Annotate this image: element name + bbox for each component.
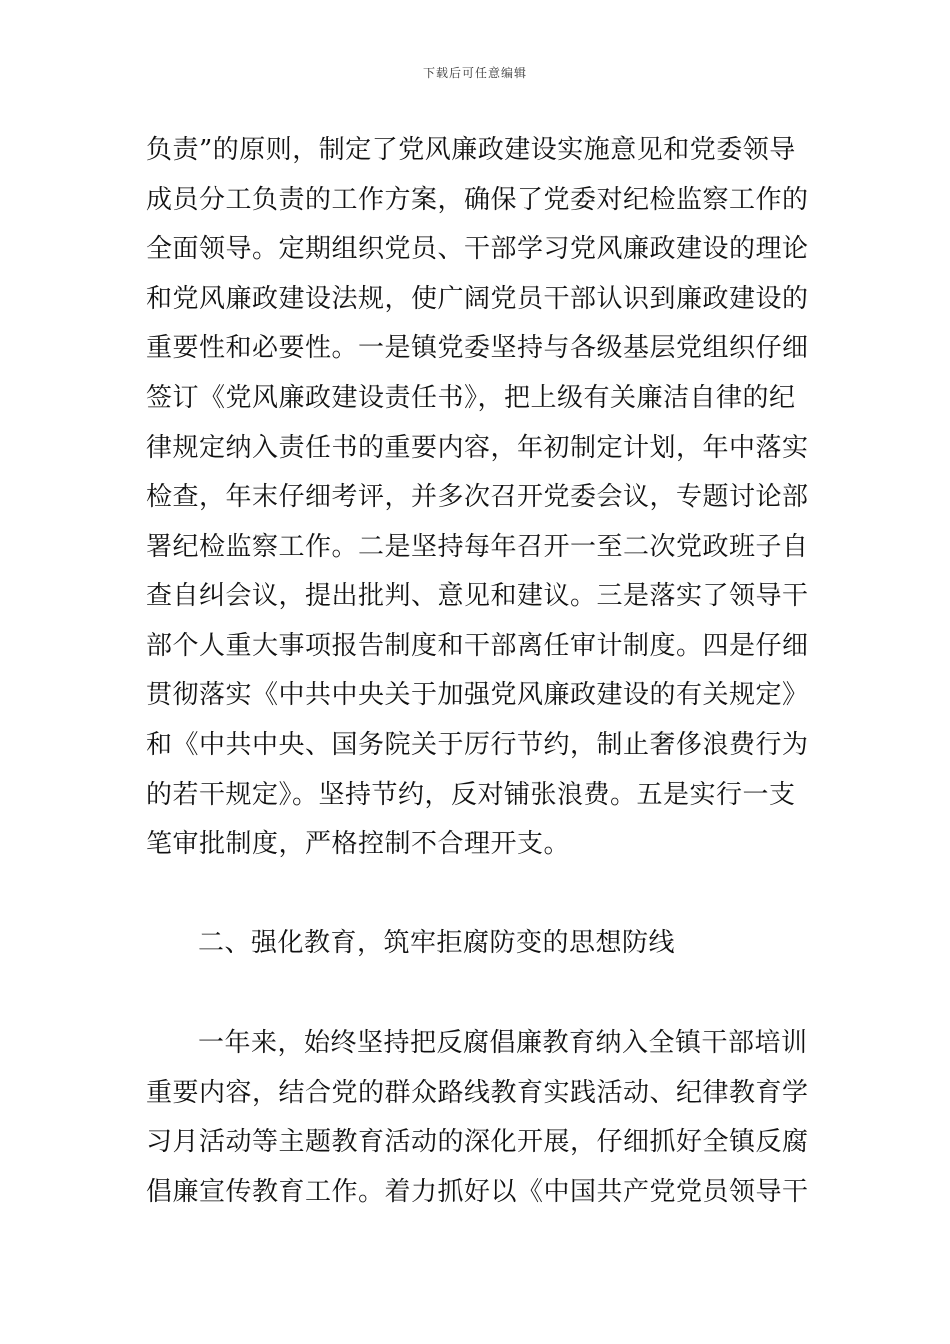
text-line: 贯彻落实《中共中央关于加强党风廉政建设的有关规定》: [146, 680, 809, 710]
text-line: 律规定纳入责任书的重要内容，年初制定计划，年中落实: [146, 433, 809, 463]
text-line: 成员分工负责的工作方案，确保了党委对纪检监察工作的: [146, 185, 809, 215]
text-line: 习月活动等主题教育活动的深化开展，仔细抓好全镇反腐: [146, 1127, 809, 1157]
text-line: 一年来，始终坚持把反腐倡廉教育纳入全镇干部培训: [198, 1028, 808, 1058]
text-line: 的若干规定》。坚持节约，反对铺张浪费。五是实行一支: [146, 780, 796, 810]
text-line: 笔审批制度，严格控制不合理开支。: [146, 829, 571, 859]
text-line: 倡廉宣传教育工作。着力抓好以《中国共产党党员领导干: [146, 1177, 809, 1207]
text-line: 部个人重大事项报告制度和干部离任审计制度。四是仔细: [146, 631, 809, 661]
text-line: 重要性和必要性。一是镇党委坚持与各级基层党组织仔细: [146, 333, 809, 363]
page-header-note: 下载后可任意编辑: [422, 66, 527, 80]
text-line: 负责”的原则，制定了党风廉政建设实施意见和党委领导: [146, 135, 796, 165]
text-line: 署纪检监察工作。二是坚持每年召开一至二次党政班子自: [146, 532, 809, 562]
text-line: 查自纠会议，提出批判、意见和建议。三是落实了领导干: [146, 581, 809, 611]
text-line: 签订《党风廉政建设责任书》，把上级有关廉洁自律的纪: [146, 383, 796, 413]
text-line: 和《中共中央、国务院关于厉行节约，制止奢侈浪费行为: [146, 730, 809, 760]
text-line: 检查，年末仔细考评，并多次召开党委会议，专题讨论部: [146, 482, 809, 512]
text-line: 重要内容，结合党的群众路线教育实践活动、纪律教育学: [146, 1078, 809, 1108]
text-line: 和党风廉政建设法规，使广阔党员干部认识到廉政建设的: [146, 284, 809, 314]
section-heading: 二、强化教育，筑牢拒腐防变的思想防线: [198, 928, 676, 958]
text-line: 全面领导。定期组织党员、干部学习党风廉政建设的理论: [146, 234, 809, 264]
